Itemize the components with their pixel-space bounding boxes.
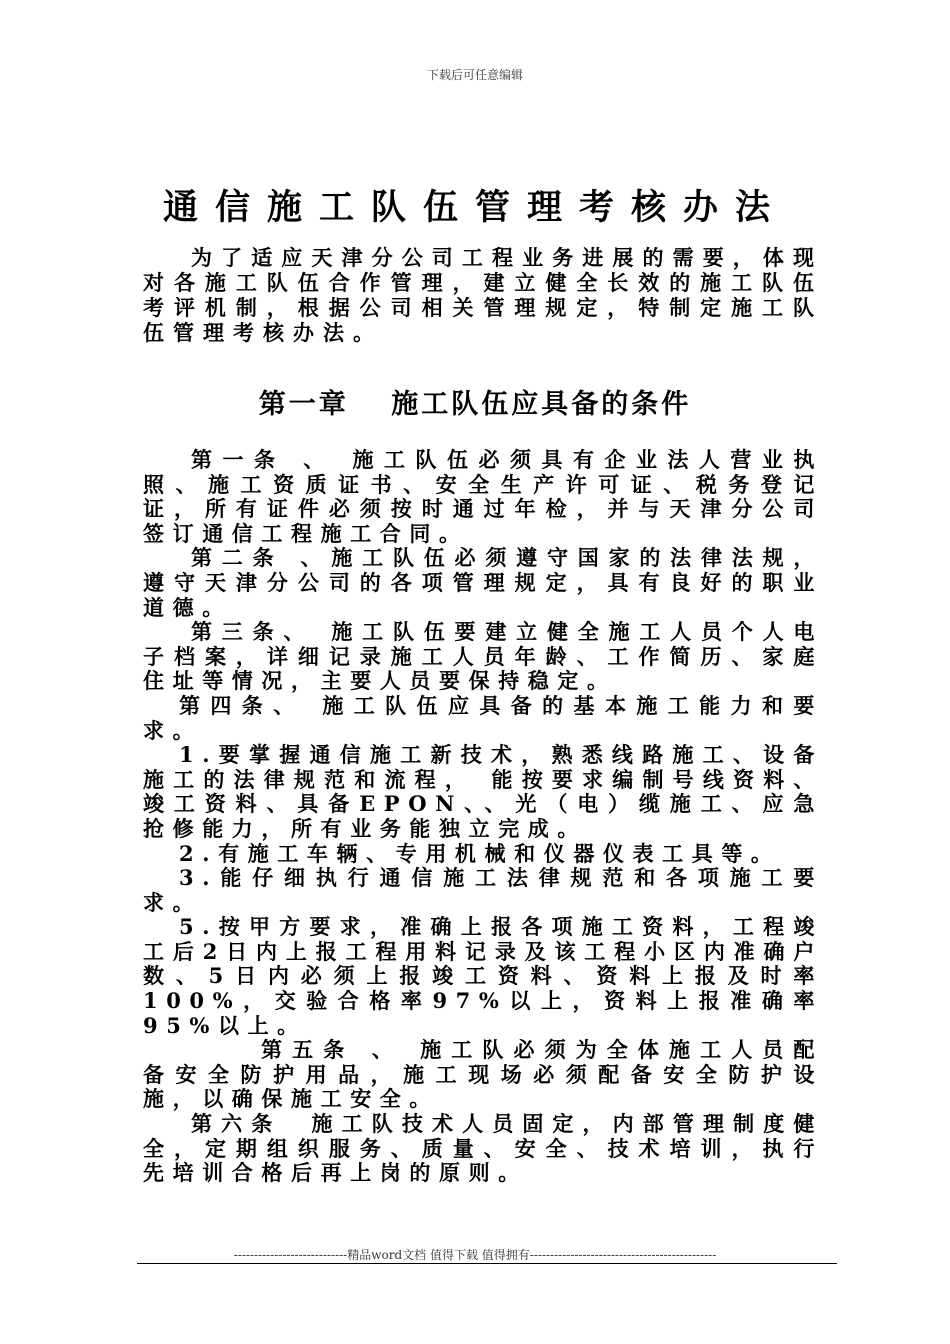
requirement-item-2: 2.有施工车辆、专用机械和仪器仪表工具等。: [179, 840, 781, 866]
article-4: 第四条、 施工队伍应具备的基本施工能力和要求。: [143, 692, 823, 743]
article-6: 第六条 施工队技术人员固定，内部管理制度健全，定期组织服务、质量、安全、技术培训，执行先培训合格后再上岗的原则。: [143, 1111, 823, 1186]
requirement-item-5: 5.按甲方要求，准确上报各项施工资料，工程竣工后2日内上报工程用料记录及该工程小区内准确户数、5日内必须上报竣工资料、资料上报及时率100%，交验合格率97%以上，资料上报准确率95%以上。: [143, 914, 823, 1038]
intro-paragraph: 为了适应天津分公司工程业务进展的需要，体现对各施工队伍合作管理，建立健全长效的施工队伍考评机制，根据公司相关管理规定，特制定施工队伍管理考核办法。: [143, 245, 823, 345]
article-5: 第五条 、 施工队必须为全体施工人员配备安全防护用品，施工现场必须配备安全防护设施，以确保施工安全。: [143, 1037, 823, 1112]
article-1: 第一条 、 施工队伍必须具有企业法人营业执照、施工资质证书、安全生产许可证、税务登记证，所有证件必须按时通过年检，并与天津分公司签订通信工程施工合同。: [143, 447, 823, 546]
footer-note: ----------------------------精品word文档 值得下载 值得拥有----------------------------------------------: [233, 1248, 717, 1262]
requirement-item-1: 1.要掌握通信施工新技术，熟悉线路施工、设备施工的法律规范和流程， 能按要求编制号线资料、竣工资料、具备EPON、、光（电）缆施工、应急抢修能力，所有业务能独立完成。: [143, 742, 823, 841]
chapter-heading: 第一章 施工队伍应具备的条件: [258, 389, 692, 420]
document-title: 通信施工队伍管理考核办法: [162, 187, 787, 228]
requirement-item-3: 3.能仔细执行通信施工法律规范和各项施工要求。: [143, 865, 823, 915]
article-3: 第三条、 施工队伍要建立健全施工人员个人电子档案，详细记录施工人员年龄、工作简历、家庭住址等情况，主要人员要保持稳定。: [143, 619, 823, 694]
articles-body: [143, 448, 823, 1186]
header-note: 下载后可任意编辑: [426, 68, 523, 82]
article-2: 第二条 、施工队伍必须遵守国家的法律法规，遵守天津分公司的各项管理规定，具有良好的职业道德。: [143, 545, 823, 620]
footer-divider: [137, 1263, 837, 1264]
